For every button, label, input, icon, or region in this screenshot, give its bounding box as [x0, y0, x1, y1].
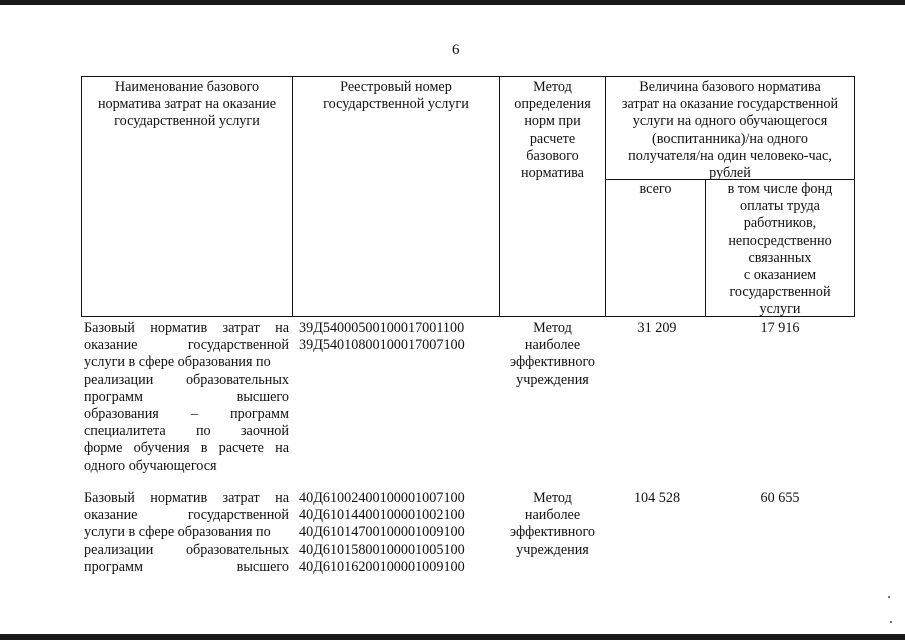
header-registry-col	[294, 79, 498, 113]
registry-code: 39Д54010800100017007100	[299, 337, 465, 354]
header-line: базового	[526, 147, 579, 164]
scan-speck	[890, 621, 892, 623]
name-line: Базовый норматив затрат на	[84, 490, 289, 506]
table-left-border	[81, 76, 82, 317]
row-2-fund: 60 655	[760, 490, 800, 506]
name-line: оказание государственной	[84, 507, 289, 524]
row-2-name	[84, 490, 289, 576]
header-line: норматива	[521, 165, 584, 182]
header-line: Реестровый номер	[340, 79, 452, 95]
header-line: оплаты труда	[740, 198, 820, 215]
name-line: форме обучения в расчете на	[84, 440, 289, 457]
row-1-codes	[299, 320, 499, 354]
name-line: образования – программ	[84, 406, 289, 423]
registry-code: 40Д61014700100001009100	[299, 524, 465, 541]
header-name-col	[83, 79, 291, 131]
column-divider	[605, 76, 606, 317]
header-total-col: всего	[639, 181, 672, 197]
name-line: реализации образовательных	[84, 541, 289, 558]
header-line: услуги на одного обучающегося	[632, 113, 828, 130]
method-line: Метод	[533, 320, 572, 336]
method-line: Метод	[533, 490, 572, 506]
header-line: Наименование базового	[114, 79, 260, 95]
header-line: определения	[514, 96, 591, 113]
header-line: государственной	[729, 284, 831, 301]
row-1-fund: 17 916	[760, 320, 800, 336]
header-fund-col	[707, 181, 853, 319]
header-line: в том числе фонд	[727, 181, 833, 197]
header-line: получателя/на один человеко-час,	[628, 147, 832, 164]
name-line: реализации образовательных	[84, 371, 289, 388]
name-line: специалитета по заочной	[84, 423, 289, 440]
header-line: Метод	[533, 79, 572, 95]
name-line: программ высшего	[84, 558, 289, 575]
method-line: эффективного	[509, 354, 596, 371]
table-top-rule	[81, 76, 855, 77]
header-line: затрат на оказание государственной	[621, 96, 839, 113]
header-line: работников,	[743, 215, 817, 232]
method-line: учреждения	[516, 371, 589, 388]
header-line: связанных	[748, 249, 812, 266]
header-line: рублей	[709, 165, 751, 182]
registry-code: 40Д61014400100001002100	[299, 507, 465, 524]
header-line: государственной услуги	[114, 113, 260, 130]
header-line: норматива затрат на оказание	[97, 96, 277, 113]
header-line: непосредственно	[728, 232, 832, 249]
registry-code: 40Д61016200100001009100	[299, 558, 465, 575]
name-line: программ высшего	[84, 388, 289, 405]
column-divider	[499, 76, 500, 317]
header-line: Величина базового норматива	[639, 79, 821, 95]
method-line: наиболее	[524, 337, 581, 354]
registry-code: 39Д54000500100017001100	[299, 320, 465, 336]
row-2-codes	[299, 490, 499, 576]
scan-top-border	[0, 0, 905, 5]
header-line: (воспитанника)/на одного	[652, 130, 808, 147]
row-1-method	[501, 320, 604, 389]
header-method-col	[501, 79, 604, 182]
registry-code: 40Д61015800100001005100	[299, 541, 465, 558]
method-line: учреждения	[516, 541, 589, 558]
column-divider	[292, 76, 293, 317]
name-line: Базовый норматив затрат на	[84, 320, 289, 336]
header-line: с оказанием	[743, 267, 817, 284]
name-line: оказание государственной	[84, 337, 289, 354]
row-2-total: 104 528	[633, 490, 681, 506]
header-line: норм при	[524, 113, 581, 130]
row-1-name	[84, 320, 289, 475]
name-line: одного обучающегося	[84, 457, 217, 474]
table-right-border	[854, 76, 855, 317]
row-2-method	[501, 490, 604, 559]
row-1-total: 31 209	[637, 320, 677, 336]
name-line: услуги в сфере образования по	[84, 524, 271, 541]
header-line: услуги	[759, 301, 801, 318]
scan-speck	[888, 596, 890, 598]
method-line: эффективного	[509, 524, 596, 541]
header-line: расчете	[529, 130, 576, 147]
header-value-col	[607, 79, 853, 182]
scan-bottom-border	[0, 634, 905, 640]
registry-code: 40Д61002400100001007100	[299, 490, 465, 506]
column-divider	[705, 179, 706, 317]
header-line: государственной услуги	[323, 96, 469, 113]
page-number: 6	[452, 42, 460, 58]
name-line: услуги в сфере образования по	[84, 354, 271, 371]
method-line: наиболее	[524, 507, 581, 524]
